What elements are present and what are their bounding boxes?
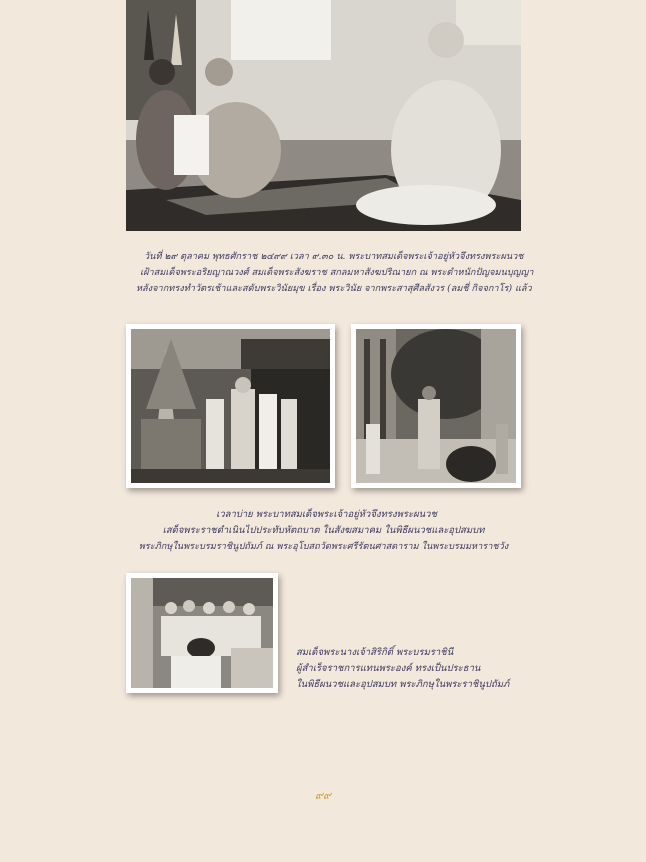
photo-temple-procession	[126, 324, 335, 488]
caption-bottom-line-2: ผู้สำเร็จราชการแทนพระองค์ ทรงเป็นประธาน	[296, 663, 481, 674]
photo-temple-courtyard	[351, 324, 521, 488]
caption-bottom-line-1: สมเด็จพระนางเจ้าสิริกิติ์ พระบรมราชินี	[296, 647, 454, 658]
photo-audience-with-supreme-patriarch	[126, 0, 521, 231]
caption-middle-line-2: เสด็จพระราชดำเนินไปประทับหัตถบาต ในสังฆสมาคม ในพิธีผนวชและอุปสมบท	[162, 525, 485, 536]
caption-top	[130, 249, 534, 297]
caption-bottom-line-3: ในพิธีผนวชและอุปสมบท พระภิกษุในพระราชินูปถัมภ์	[296, 679, 510, 690]
photo-queen-ordination-ceremony	[126, 573, 278, 693]
page-number: ๙๙	[314, 789, 332, 802]
caption-bottom	[296, 645, 509, 693]
caption-middle-line-1: เวลาบ่าย พระบาทสมเด็จพระเจ้าอยู่หัวจึงทรงพระผนวช	[216, 509, 437, 520]
caption-top-line-3: หลังจากทรงทำวัตรเช้าและสดับพระวินัยมุข เรื่อง พระวินัย จากพระสาสุศีลสังวร (ลมชี่ กิจจกาโร) แล้ว	[136, 283, 532, 294]
caption-top-line-1: วันที่ ๒๙ ตุลาคม พุทธศักราช ๒๔๙๙ เวลา ๙.๓๐ น. พระบาทสมเด็จพระเจ้าอยู่หัวจึงทรงพระผนวช	[144, 251, 524, 262]
caption-middle	[126, 507, 521, 555]
caption-top-line-2: เฝ้าสมเด็จพระอริยญาณวงศ์ สมเด็จพระสังฆราช สกลมหาสังฆปริณายก ณ พระตำหนักปัญจมนบุญญา	[140, 267, 534, 278]
caption-middle-line-3: พระภิกษุในพระบรมราชินูปถัมภ์ ณ พระอุโบสถวัดพระศรีรัตนศาสดาราม ในพระบรมมหาราชวัง	[138, 541, 509, 552]
